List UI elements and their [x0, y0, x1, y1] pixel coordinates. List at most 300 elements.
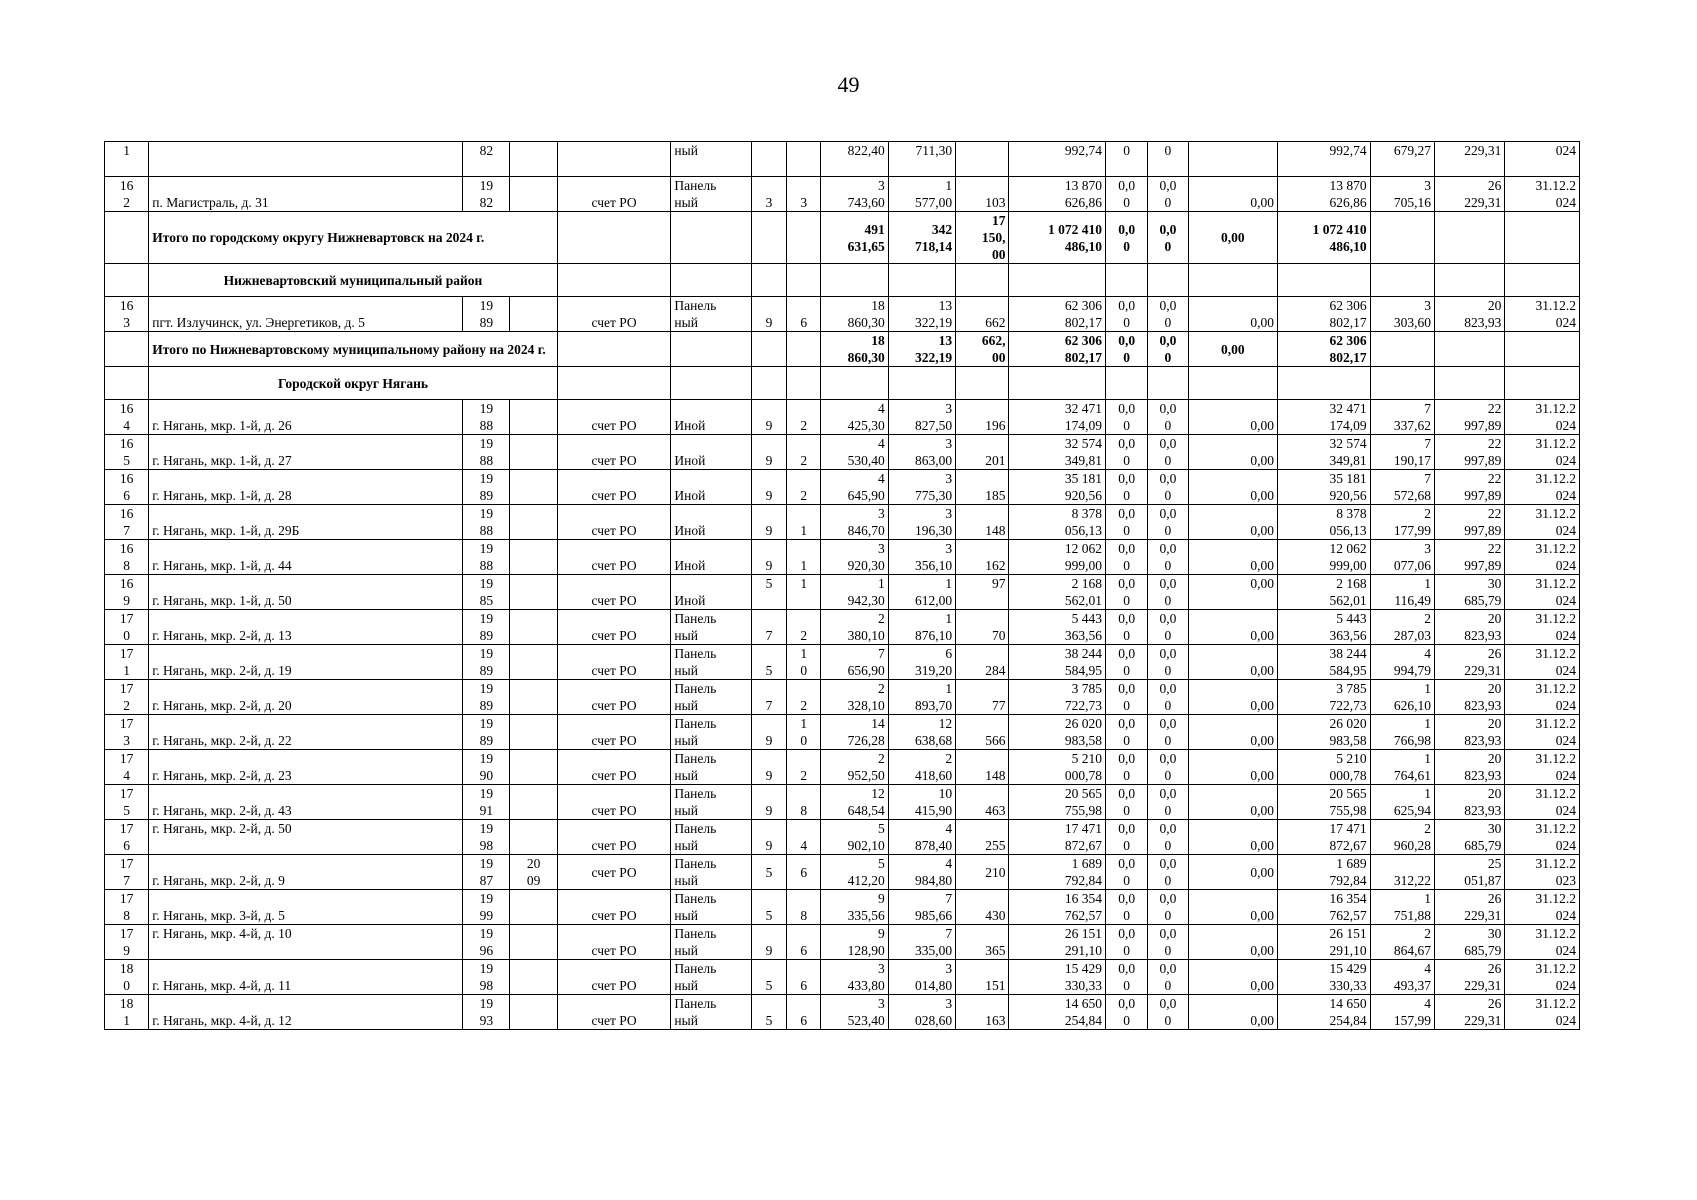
empty-cell — [787, 332, 821, 367]
empty-cell — [821, 264, 888, 297]
zero-col-2 — [1148, 575, 1188, 610]
empty-cell — [557, 367, 671, 400]
z1-line: 0,0 — [1118, 541, 1136, 556]
tot-line: 254,84 — [1329, 1013, 1367, 1028]
year-built — [463, 540, 510, 575]
zero-col-2 — [1148, 680, 1188, 715]
year-line: 88 — [479, 453, 494, 468]
z3-value: 0,00 — [1250, 488, 1275, 503]
z3-value: 0,00 — [1250, 523, 1275, 538]
year-recon — [510, 400, 557, 435]
zero-col-3 — [1188, 400, 1278, 435]
mat-line: ный — [674, 143, 698, 158]
date-line: 31.12.2 — [1535, 436, 1576, 451]
total-area — [821, 177, 888, 212]
cost-line: 32 574 — [1064, 436, 1103, 451]
area-line: 412,20 — [847, 873, 885, 888]
area-line: 14 — [871, 716, 885, 731]
tot-line: 349,81 — [1329, 453, 1367, 468]
deadline-date — [1505, 715, 1580, 750]
row-number — [105, 645, 149, 680]
year2-line — [513, 645, 553, 662]
unit-cost-1 — [1370, 645, 1434, 680]
uc1-line: 1 — [1424, 576, 1431, 591]
empty-cell — [751, 367, 786, 400]
mat-line: ный — [674, 908, 698, 923]
num-line: 9 — [123, 943, 130, 958]
area-line: 3 — [877, 961, 885, 976]
total-sum — [1278, 332, 1371, 367]
total-sum — [1278, 212, 1371, 264]
ent-line: 0 — [800, 733, 808, 748]
z2-line: 0,0 — [1159, 576, 1177, 591]
cost-line: 349,81 — [1064, 453, 1103, 468]
empty-cell — [671, 212, 751, 264]
tot-line: 5 210 — [1336, 751, 1367, 766]
deadline-date — [1505, 645, 1580, 680]
cost-line: 920,56 — [1064, 488, 1103, 503]
addr-value: г. Нягань, мкр. 2-й, д. 19 — [152, 663, 292, 678]
mat-line: Иной — [674, 558, 706, 573]
z1-line: 0 — [1123, 838, 1131, 853]
address-cell — [149, 610, 463, 645]
total-cost — [1278, 177, 1371, 212]
zero-col-2 — [1148, 505, 1188, 540]
unit-cost-2 — [1434, 575, 1504, 610]
floors — [751, 750, 786, 785]
living-area — [888, 645, 955, 680]
area2-line: 2 — [945, 751, 953, 766]
uc1-line: 766,98 — [1393, 733, 1431, 748]
zero-col-2 — [1148, 855, 1188, 890]
address-cell — [149, 435, 463, 470]
year-built — [463, 177, 510, 212]
z3-value: 0,00 — [1250, 803, 1275, 818]
unit-cost-1 — [1370, 142, 1434, 177]
row-number — [105, 297, 149, 332]
empty-cell — [557, 212, 671, 264]
z1-line: 0 — [1123, 558, 1131, 573]
res-line: 00 — [991, 350, 1006, 365]
zero-col-1 — [1106, 505, 1148, 540]
uc1-line: 679,27 — [1393, 143, 1431, 158]
uc1-line: 3 — [1424, 298, 1431, 313]
ent-value: 1 — [800, 576, 808, 591]
z1-line: 0 — [1123, 873, 1131, 888]
total-cost — [1278, 750, 1371, 785]
res-line: 17 — [991, 213, 1006, 228]
mat-line: Панель — [674, 856, 717, 871]
uc2-line: 26 — [1487, 646, 1502, 661]
zero-col-2 — [1148, 610, 1188, 645]
entrances — [787, 925, 821, 960]
date-line: 31.12.2 — [1535, 471, 1576, 486]
fund-value: счет РО — [591, 908, 637, 923]
num-line: 17 — [119, 786, 134, 801]
empty-cell — [105, 367, 149, 400]
zero-col-3 — [1188, 715, 1278, 750]
section-title: Городской округ Нягань — [149, 367, 557, 400]
zero-col-1 — [1106, 750, 1148, 785]
uc1-line: 1 — [1424, 751, 1431, 766]
unit-cost-1 — [1370, 995, 1434, 1030]
year2-line — [513, 785, 553, 802]
z3-value: 0,00 — [1250, 628, 1275, 643]
area2-line: 356,10 — [915, 558, 953, 573]
year-line: 89 — [479, 663, 494, 678]
area-line: 656,90 — [847, 663, 885, 678]
year2-line — [513, 925, 553, 942]
z2-line: 0,0 — [1159, 178, 1177, 193]
empty-cell — [1370, 264, 1434, 297]
year-line: 82 — [479, 143, 494, 158]
uc1-line: 1 — [1424, 681, 1431, 696]
floors — [751, 435, 786, 470]
uc2-line: 997,89 — [1464, 558, 1502, 573]
residents — [956, 925, 1009, 960]
address-cell — [149, 750, 463, 785]
tot-line: 5 443 — [1336, 611, 1367, 626]
wall-material — [671, 177, 751, 212]
total-area — [821, 820, 888, 855]
res-value: 196 — [985, 418, 1006, 433]
empty-cell — [751, 264, 786, 297]
table-row — [105, 925, 1580, 960]
cost-line: 722,73 — [1064, 698, 1103, 713]
addr-value: г. Нягань, мкр. 4-й, д. 10 — [152, 926, 292, 941]
entrances — [787, 435, 821, 470]
fl-value: 9 — [765, 768, 773, 783]
date-line: 024 — [1555, 1013, 1576, 1028]
area2-line: 1 — [945, 576, 953, 591]
unit-cost-1 — [1370, 297, 1434, 332]
uc1-line: 960,28 — [1393, 838, 1431, 853]
entrances — [787, 505, 821, 540]
ent-line: 1 — [800, 716, 808, 731]
num-line: 0 — [123, 978, 130, 993]
z3-value: 0,00 — [1250, 733, 1275, 748]
address-cell — [149, 890, 463, 925]
repair-cost — [1009, 680, 1106, 715]
mat-line: Панель — [674, 298, 717, 313]
uc2-line: 823,93 — [1464, 698, 1502, 713]
floors — [751, 505, 786, 540]
mat-line — [674, 505, 747, 522]
year-line: 91 — [479, 803, 494, 818]
total-area — [821, 297, 888, 332]
unit-cost-2 — [1434, 750, 1504, 785]
address-cell — [149, 645, 463, 680]
area2-line: 3 — [945, 401, 953, 416]
year-recon — [510, 995, 557, 1030]
living-area — [888, 400, 955, 435]
year-line: 85 — [479, 593, 494, 608]
floors — [751, 855, 786, 890]
year2-line — [513, 557, 553, 574]
deadline-date — [1505, 470, 1580, 505]
num-line: 7 — [123, 523, 130, 538]
floors — [751, 645, 786, 680]
date-line: 024 — [1555, 418, 1576, 433]
z3-value: 0,00 — [1250, 663, 1275, 678]
address-cell — [149, 400, 463, 435]
row-number — [105, 505, 149, 540]
total-zero-1 — [1106, 332, 1148, 367]
num-line: 1 — [123, 143, 130, 158]
ent-value: 1 — [800, 558, 808, 573]
empty-cell — [105, 264, 149, 297]
z2-line: 0,0 — [1159, 751, 1177, 766]
deadline-date — [1505, 820, 1580, 855]
res-value: 162 — [985, 558, 1006, 573]
z2-line: 0 — [1164, 418, 1172, 433]
fund-method — [557, 960, 671, 995]
res-value: 77 — [991, 698, 1006, 713]
total-cost — [1278, 435, 1371, 470]
area-line: 425,30 — [847, 418, 885, 433]
fund-value: счет РО — [591, 698, 637, 713]
year2-line — [513, 540, 553, 557]
z1-line: 0 — [1123, 315, 1131, 330]
cost-line: 2 168 — [1071, 576, 1103, 591]
cost-line: 12 062 — [1064, 541, 1103, 556]
mat-line: ный — [674, 768, 698, 783]
mat-line: Иной — [674, 418, 706, 433]
date-line: 024 — [1555, 838, 1576, 853]
tot-line: 792,84 — [1329, 873, 1367, 888]
cost-line: 562,01 — [1064, 593, 1103, 608]
unit-cost-2 — [1434, 995, 1504, 1030]
tot-line: 174,09 — [1329, 418, 1367, 433]
zero-col-1 — [1106, 610, 1148, 645]
fund-value: счет РО — [591, 558, 637, 573]
repair-cost — [1009, 575, 1106, 610]
z1-line: 0 — [1123, 628, 1131, 643]
uc2-line: 997,89 — [1464, 418, 1502, 433]
mat-line: ный — [674, 873, 698, 888]
area2-line: 3 — [945, 506, 953, 521]
floors — [751, 297, 786, 332]
fl-value: 9 — [765, 733, 773, 748]
total-area — [821, 925, 888, 960]
area-line: 4 — [877, 471, 885, 486]
residents — [956, 890, 1009, 925]
num-line: 16 — [119, 506, 134, 521]
tot-line: 2 168 — [1336, 576, 1367, 591]
z1-line: 0 — [1123, 350, 1131, 365]
date-line: 31.12.2 — [1535, 576, 1576, 591]
fund-value: счет РО — [591, 628, 637, 643]
year-recon — [510, 540, 557, 575]
zero-col-3 — [1188, 540, 1278, 575]
year-line: 93 — [479, 1013, 494, 1028]
residents — [956, 177, 1009, 212]
cost-line: 000,78 — [1064, 768, 1103, 783]
entrances — [787, 540, 821, 575]
area2-line: 4 — [945, 856, 953, 871]
z1-line: 0,0 — [1118, 856, 1136, 871]
addr-value: г. Нягань, мкр. 2-й, д. 23 — [152, 768, 292, 783]
year-line — [466, 159, 506, 176]
z1-line: 0 — [1123, 418, 1131, 433]
area2-line: 3 — [945, 436, 953, 451]
area2-line: 893,70 — [915, 698, 953, 713]
table-row — [105, 820, 1580, 855]
table-row — [105, 540, 1580, 575]
z2-line: 0 — [1164, 195, 1172, 210]
address-cell — [149, 540, 463, 575]
year2-line — [513, 802, 553, 819]
row-number — [105, 820, 149, 855]
entrances — [787, 855, 821, 890]
address-cell — [149, 715, 463, 750]
fund-method — [557, 680, 671, 715]
floors — [751, 680, 786, 715]
table-row — [105, 890, 1580, 925]
area-line: 3 — [877, 996, 885, 1011]
row-number — [105, 142, 149, 177]
year2-line — [513, 297, 553, 314]
total-label: Итого по Нижневартовскому муниципальному району на 2024 г. — [149, 332, 557, 367]
cost-line: 1 689 — [1071, 856, 1103, 871]
num-line: 5 — [123, 803, 130, 818]
area2-line — [892, 159, 952, 176]
year-line: 19 — [479, 786, 494, 801]
year-line: 19 — [479, 681, 494, 696]
row-number — [105, 680, 149, 715]
total-area-living — [888, 332, 955, 367]
z2-line: 0 — [1164, 1013, 1172, 1028]
deadline-date — [1505, 785, 1580, 820]
repair-cost — [1009, 470, 1106, 505]
fl-value: 9 — [765, 558, 773, 573]
area2-line: 028,60 — [915, 1013, 953, 1028]
uc2-line: 22 — [1487, 436, 1502, 451]
uc1-line: 626,10 — [1393, 698, 1431, 713]
ent-value: 2 — [800, 453, 808, 468]
deadline-date — [1505, 960, 1580, 995]
z2-line: 0 — [1164, 873, 1172, 888]
z3-value: 0,00 — [1250, 943, 1275, 958]
z3-value: 0,00 — [1250, 908, 1275, 923]
unit-cost-2 — [1434, 645, 1504, 680]
unit-cost-2 — [1434, 855, 1504, 890]
unit-cost-2 — [1434, 177, 1504, 212]
tot-line: 992,74 — [1329, 143, 1367, 158]
uc2-line: 26 — [1487, 178, 1502, 193]
num-line: 5 — [123, 453, 130, 468]
res-value: 662 — [985, 315, 1006, 330]
z2-line: 0 — [1164, 838, 1172, 853]
year-line: 90 — [479, 768, 494, 783]
residents — [956, 820, 1009, 855]
total-cost — [1278, 960, 1371, 995]
deadline-date — [1505, 505, 1580, 540]
res-value: 97 — [991, 576, 1006, 591]
year-recon — [510, 470, 557, 505]
cost-line: 872,67 — [1064, 838, 1103, 853]
year-line: 19 — [479, 611, 494, 626]
year-line: 98 — [479, 978, 494, 993]
fund-method — [557, 925, 671, 960]
living-area — [888, 142, 955, 177]
floors — [751, 890, 786, 925]
residents — [956, 435, 1009, 470]
z2-line: 0,0 — [1159, 786, 1177, 801]
entrances — [787, 470, 821, 505]
z2-line: 0,0 — [1159, 436, 1177, 451]
unit-cost-1 — [1370, 470, 1434, 505]
entrances — [787, 890, 821, 925]
zero-col-3 — [1188, 470, 1278, 505]
deadline-date — [1505, 400, 1580, 435]
zero-col-3 — [1188, 995, 1278, 1030]
addr-value: г. Нягань, мкр. 2-й, д. 13 — [152, 628, 292, 643]
uc1-line: 864,67 — [1393, 943, 1431, 958]
year-line: 19 — [479, 961, 494, 976]
z2-line: 0 — [1164, 978, 1172, 993]
total-cost — [1009, 212, 1106, 264]
table-row — [105, 680, 1580, 715]
entrances — [787, 400, 821, 435]
year2-line — [513, 960, 553, 977]
fl-value: 7 — [765, 628, 773, 643]
repair-cost — [1009, 925, 1106, 960]
year2-line — [513, 680, 553, 697]
empty-cell — [1278, 264, 1371, 297]
mat-line — [674, 159, 747, 176]
z1-line: 0 — [1123, 698, 1131, 713]
z2-line: 0,0 — [1159, 541, 1177, 556]
year2-line — [513, 697, 553, 714]
uc2-line: 229,31 — [1464, 143, 1502, 158]
section-header-row — [105, 367, 1580, 400]
z1-line: 0 — [1123, 593, 1131, 608]
ent-value: 4 — [800, 838, 808, 853]
zero-col-2 — [1148, 400, 1188, 435]
area2-line: 1 — [945, 681, 953, 696]
year-recon — [510, 750, 557, 785]
address-cell — [149, 960, 463, 995]
tot-line: 20 565 — [1329, 786, 1367, 801]
res-value: 284 — [985, 663, 1006, 678]
empty-cell — [888, 264, 955, 297]
row-number — [105, 750, 149, 785]
fund-value: счет РО — [591, 195, 637, 210]
unit-cost-2 — [1434, 470, 1504, 505]
fund-value: счет РО — [591, 453, 637, 468]
area2-line: 612,00 — [915, 593, 953, 608]
year-recon — [510, 610, 557, 645]
tot-line: 32 471 — [1329, 401, 1367, 416]
section-header-row — [105, 264, 1580, 297]
num-line: 16 — [119, 471, 134, 486]
floors — [751, 610, 786, 645]
uc2-line: 22 — [1487, 506, 1502, 521]
zero-col-1 — [1106, 855, 1148, 890]
cost-line: 8 378 — [1071, 506, 1103, 521]
deadline-date — [1505, 575, 1580, 610]
uc1-line: 1 — [1424, 716, 1431, 731]
residents — [956, 680, 1009, 715]
uc2-line: 26 — [1487, 996, 1502, 1011]
unit-cost-2 — [1434, 715, 1504, 750]
num-line: 8 — [123, 908, 130, 923]
residents — [956, 995, 1009, 1030]
year-line: 88 — [479, 523, 494, 538]
z2-line: 0 — [1164, 943, 1172, 958]
mat-line: Панель — [674, 178, 717, 193]
